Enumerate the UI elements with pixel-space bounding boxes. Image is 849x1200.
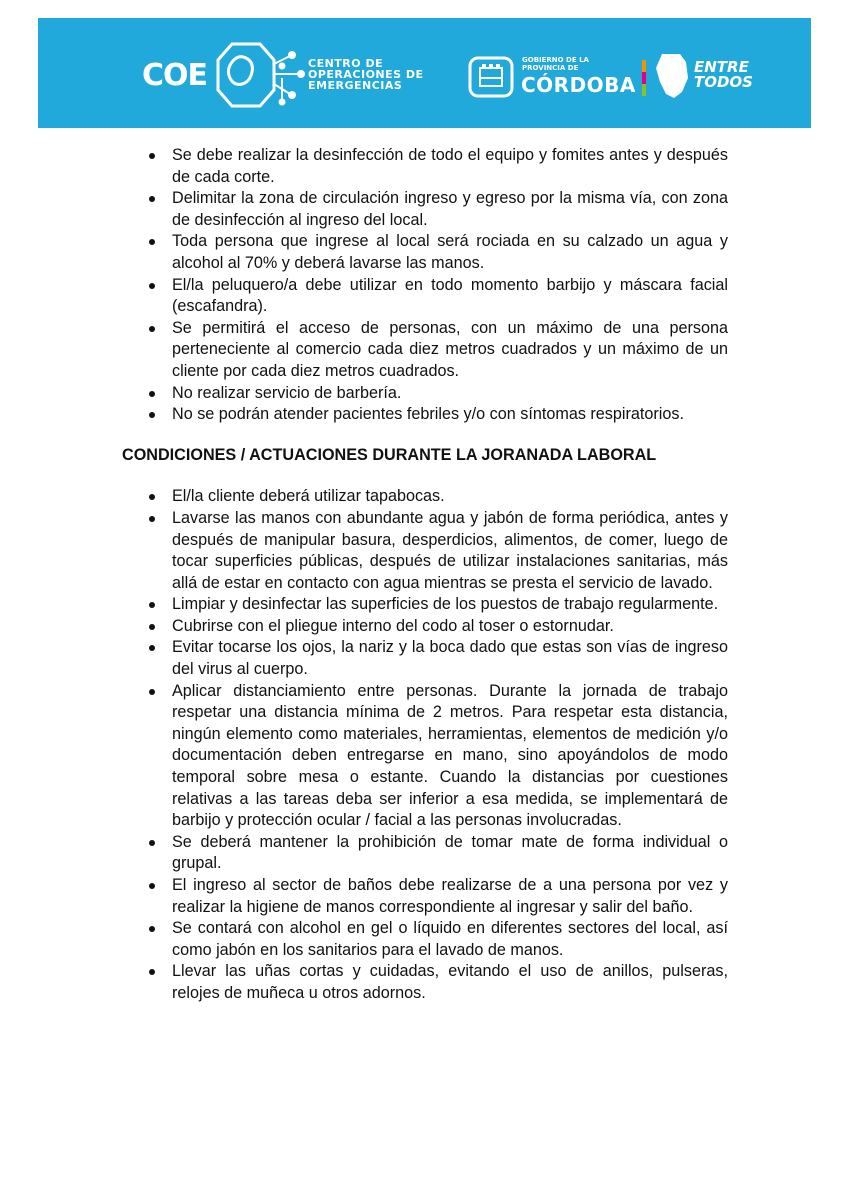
color-stripe <box>642 60 646 96</box>
document-body <box>122 145 728 1005</box>
coe-logo <box>142 42 332 112</box>
government-label: GOBIERNO DE LA PROVINCIA DE <box>522 56 589 72</box>
list-item: No realizar servicio de barbería. <box>122 383 728 405</box>
list-item: Se deberá mantener la prohibición de tomar mate de forma individual o grupal. <box>122 832 728 875</box>
list-item: El/la cliente deberá utilizar tapabocas. <box>122 486 728 508</box>
list-item: Se permitirá el acceso de personas, con un máximo de una persona perteneciente al comercio cada diez metros cuadrados y un máximo de un cliente por cada diez metros cuadrados. <box>122 318 728 383</box>
precautions-list <box>122 145 728 426</box>
coe-name: CENTRO DE OPERACIONES DE EMERGENCIAS <box>308 57 424 92</box>
cordoba-title: CÓRDOBA <box>521 73 636 97</box>
coe-logo-text: COE <box>142 58 208 93</box>
list-item: Delimitar la zona de circulación ingreso y egreso por la misma vía, con zona de desinfección al ingreso del local. <box>122 188 728 231</box>
list-item: Se debe realizar la desinfección de todo el equipo y fomites antes y después de cada corte. <box>122 145 728 188</box>
list-item: Aplicar distanciamiento entre personas. Durante la jornada de trabajo respetar una distancia mínima de 2 metros. Para respetar esta distancia, ningún elemento como materiales, herramientas, elementos de medición y/o documentación deben entregarse en mano, sino apoyándolos de modo temporal sobre mesa o estante. Cuando la distancias por cuestiones relativas a las tareas deba ser inferior a esa medida, se implementará de barbijo y protección ocular / facial a las personas involucradas. <box>122 681 728 832</box>
list-item: Llevar las uñas cortas y cuidadas, evitando el uso de anillos, pulseras, relojes de muñeca u otros adornos. <box>122 961 728 1004</box>
workday-conditions-list <box>122 486 728 1004</box>
list-item: Cubrirse con el pliegue interno del codo al toser o estornudar. <box>122 616 728 638</box>
list-item: El ingreso al sector de baños debe realizarse de a una persona por vez y realizar la higiene de manos correspondiente al ingresar y salir del baño. <box>122 875 728 918</box>
list-item: Se contará con alcohol en gel o líquido en diferentes sectores del local, así como jabón en los sanitarios para el lavado de manos. <box>122 918 728 961</box>
list-item: No se podrán atender pacientes febriles y/o con síntomas respiratorios. <box>122 404 728 426</box>
list-item: El/la peluquero/a debe utilizar en todo momento barbijo y máscara facial (escafandra). <box>122 275 728 318</box>
list-item: Toda persona que ingrese al local será rociada en su calzado un agua y alcohol al 70% y deberá lavarse las manos. <box>122 231 728 274</box>
header-banner <box>38 18 811 128</box>
list-item: Evitar tocarse los ojos, la nariz y la boca dado que estas son vías de ingreso del virus al cuerpo. <box>122 637 728 680</box>
province-map-icon <box>652 52 692 100</box>
slogan: ENTRE TODOS <box>694 58 753 91</box>
list-item: Lavarse las manos con abundante agua y jabón de forma periódica, antes y después de manipular basura, desperdicios, alimentos, de comer, luego de tocar superficies públicas, después de utilizar instalaciones sanitarias, más allá de estar en contacto con agua mientras se presta el servicio de lavado. <box>122 508 728 594</box>
section-heading: CONDICIONES / ACTUACIONES DURANTE LA JORANADA LABORAL <box>122 445 657 464</box>
cordoba-shield-icon <box>468 56 514 98</box>
coe-network-icon <box>202 42 312 108</box>
list-item: Limpiar y desinfectar las superficies de los puestos de trabajo regularmente. <box>122 594 728 616</box>
